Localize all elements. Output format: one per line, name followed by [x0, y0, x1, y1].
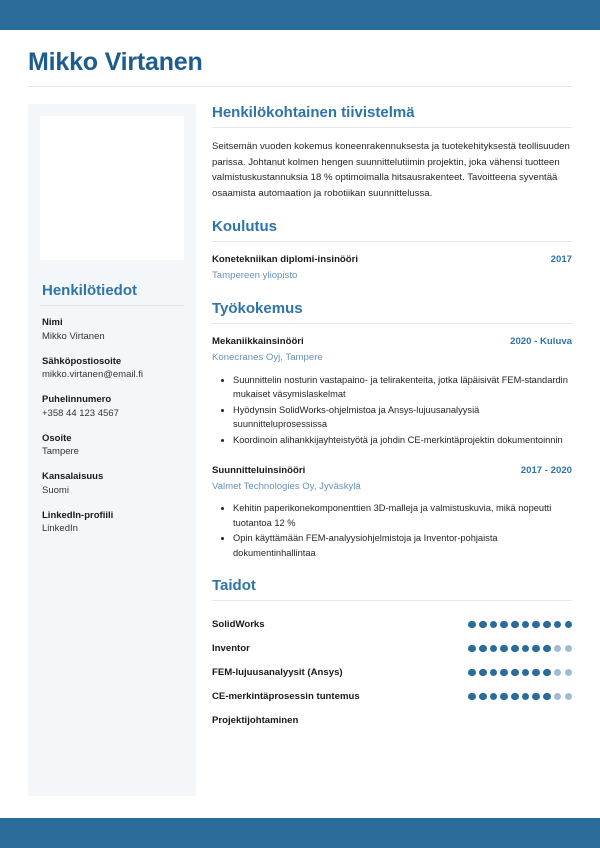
entry-header [212, 335, 572, 349]
sidebar-heading-divider [40, 305, 184, 306]
entry-organization: Konecranes Oyj, Tampere [212, 351, 323, 363]
rating-dot-empty [554, 645, 562, 653]
entry-title: Suunnitteluinsinööri [212, 465, 306, 477]
personal-detail-value: Tampere [42, 446, 79, 458]
section-divider [212, 127, 572, 128]
entry-title: Mekaniikkainsinööri [212, 336, 304, 348]
header-divider [28, 86, 572, 87]
rating-dot-filled [490, 669, 498, 677]
section-heading-experience: Työkokemus [212, 300, 303, 318]
personal-details-list [40, 316, 184, 536]
photo-placeholder [40, 116, 184, 260]
entry-date: 2020 - Kuluva [510, 336, 572, 348]
rating-dot-filled [532, 669, 540, 677]
rating-dot-filled [490, 693, 498, 701]
section-skills [212, 577, 572, 732]
sidebar [28, 104, 196, 796]
skill-row [212, 612, 572, 636]
skill-rating-dots [468, 621, 572, 629]
entry-bullet: • Hyödynsin SolidWorks-ohjelmistoa ja Ansys-lujuusanalyysiä suunnitteluprosessissa [233, 403, 572, 432]
section-experience [212, 300, 572, 560]
personal-detail-item [40, 432, 184, 460]
personal-detail-label: Kansalaisuus [42, 471, 104, 483]
summary-text: Seitsemän vuoden kokemus koneenrakennuksesta ja tuotekehityksestä teollisuuden parissa. Johtanut kolmen hengen suunnittelutiimin projektin, joka vähensi tuotteen valmistuskustannuksia 18 % optimoimalla hitsausrakenteet. Tavoitteena syventää osaamista automaation ja robotiikan suunnittelussa. [212, 141, 570, 199]
rating-dot-empty [554, 693, 562, 701]
skill-row [212, 660, 572, 684]
entry-spacer [212, 451, 572, 464]
skill-row [212, 708, 572, 732]
personal-detail-item [40, 316, 184, 344]
entry-header [212, 253, 572, 267]
rating-dot-filled [479, 621, 487, 629]
rating-dot-filled [522, 669, 530, 677]
personal-detail-item [40, 393, 184, 421]
personal-detail-label: LinkedIn-profiili [42, 509, 114, 521]
rating-dot-filled [522, 621, 530, 629]
resume-entry [212, 464, 572, 560]
section-summary [212, 104, 572, 201]
personal-detail-label: Nimi [42, 317, 63, 328]
education-entry-list [212, 253, 572, 283]
rating-dot-filled [532, 645, 540, 653]
entry-date: 2017 - 2020 [520, 465, 572, 477]
rating-dot-filled [511, 645, 519, 653]
experience-entry-list [212, 335, 572, 560]
rating-dot-filled [522, 645, 530, 653]
main-content [212, 104, 572, 749]
skill-name: Inventor [212, 642, 250, 654]
rating-dot-filled [468, 669, 476, 677]
rating-dot-filled [500, 693, 508, 701]
entry-organization: Tampereen yliopisto [212, 269, 298, 281]
rating-dot-filled [490, 645, 498, 653]
rating-dot-filled [522, 693, 530, 701]
section-heading-education: Koulutus [212, 218, 277, 236]
rating-dot-filled [479, 645, 487, 653]
skill-row [212, 684, 572, 708]
rating-dot-empty [565, 645, 573, 653]
entry-header [212, 464, 572, 478]
skill-rating-dots [468, 693, 572, 701]
rating-dot-filled [511, 621, 519, 629]
section-heading-summary: Henkilökohtainen tiivistelmä [212, 104, 415, 121]
section-heading-skills: Taidot [212, 577, 256, 595]
resume-entry [212, 335, 572, 447]
personal-detail-value: Suomi [42, 484, 69, 496]
personal-detail-label: Osoite [42, 432, 72, 444]
page-title: Mikko Virtanen [28, 48, 203, 76]
rating-dot-filled [500, 669, 508, 677]
entry-title: Konetekniikan diplomi-insinööri [212, 254, 359, 266]
rating-dot-filled [543, 693, 551, 701]
resume-entry [212, 253, 572, 283]
rating-dot-filled [543, 645, 551, 653]
sidebar-heading-personal-details: Henkilötiedot [42, 282, 138, 299]
entry-bullet: • Opin käyttämään FEM-analyysiohjelmistoja ja Inventor-pohjaista dokumentinhallintaa [233, 531, 572, 560]
rating-dot-filled [511, 669, 519, 677]
entry-bullet-list [212, 501, 572, 560]
personal-detail-label: Sähköpostiosoite [42, 355, 122, 367]
skill-name: SolidWorks [212, 618, 265, 630]
rating-dot-filled [468, 621, 476, 629]
rating-dot-filled [479, 669, 487, 677]
rating-dot-filled [468, 693, 476, 701]
personal-detail-value: LinkedIn [42, 523, 78, 535]
skill-list [212, 612, 572, 732]
skill-name: FEM-lujuusanalyysit (Ansys) [212, 666, 343, 678]
entry-bullet-list [212, 373, 572, 448]
entry-organization: Valmet Technologies Oy, Jyväskylä [212, 480, 361, 492]
rating-dot-filled [543, 669, 551, 677]
entry-bullet: • Kehitin paperikonekomponenttien 3D-malleja ja valmistuskuvia, mikä nopeutti tuotantoa 12 % [233, 501, 572, 530]
rating-dot-filled [490, 621, 498, 629]
skill-rating-dots [468, 669, 572, 677]
section-divider [212, 323, 572, 324]
rating-dot-empty [565, 669, 573, 677]
rating-dot-filled [468, 645, 476, 653]
name-header [28, 48, 572, 87]
top-accent-bar [0, 0, 600, 30]
skill-name: Projektijohtaminen [212, 714, 299, 726]
rating-dot-filled [511, 693, 519, 701]
entry-bullet: • Koordinoin alihankkijayhteistyötä ja johdin CE-merkintäprojektin dokumentoinnin [233, 433, 572, 448]
section-divider [212, 600, 572, 601]
rating-dot-filled [500, 645, 508, 653]
entry-date: 2017 [550, 254, 572, 266]
personal-detail-item [40, 355, 184, 383]
rating-dot-empty [565, 693, 573, 701]
rating-dot-filled [532, 693, 540, 701]
bottom-accent-bar [0, 818, 600, 848]
personal-detail-item [40, 470, 184, 498]
rating-dot-empty [554, 669, 562, 677]
skill-rating-dots [468, 645, 572, 653]
personal-detail-value: +358 44 123 4567 [42, 407, 119, 419]
personal-detail-label: Puhelinnumero [42, 394, 112, 406]
personal-detail-item [40, 509, 184, 537]
personal-detail-value: Mikko Virtanen [42, 330, 105, 342]
rating-dot-filled [543, 621, 551, 629]
rating-dot-filled [500, 621, 508, 629]
personal-detail-value: mikko.virtanen@email.fi [42, 369, 143, 381]
skill-row [212, 636, 572, 660]
rating-dot-filled [479, 693, 487, 701]
rating-dot-filled [554, 621, 562, 629]
entry-bullet: • Suunnittelin nosturin vastapaino- ja telirakenteita, jotka läpäisivät FEM-standardin mukaiset väsymislaskelmat [233, 373, 572, 402]
section-divider [212, 241, 572, 242]
skill-name: CE-merkintäprosessin tuntemus [212, 690, 360, 702]
rating-dot-filled [565, 621, 573, 629]
section-education [212, 218, 572, 283]
rating-dot-filled [532, 621, 540, 629]
